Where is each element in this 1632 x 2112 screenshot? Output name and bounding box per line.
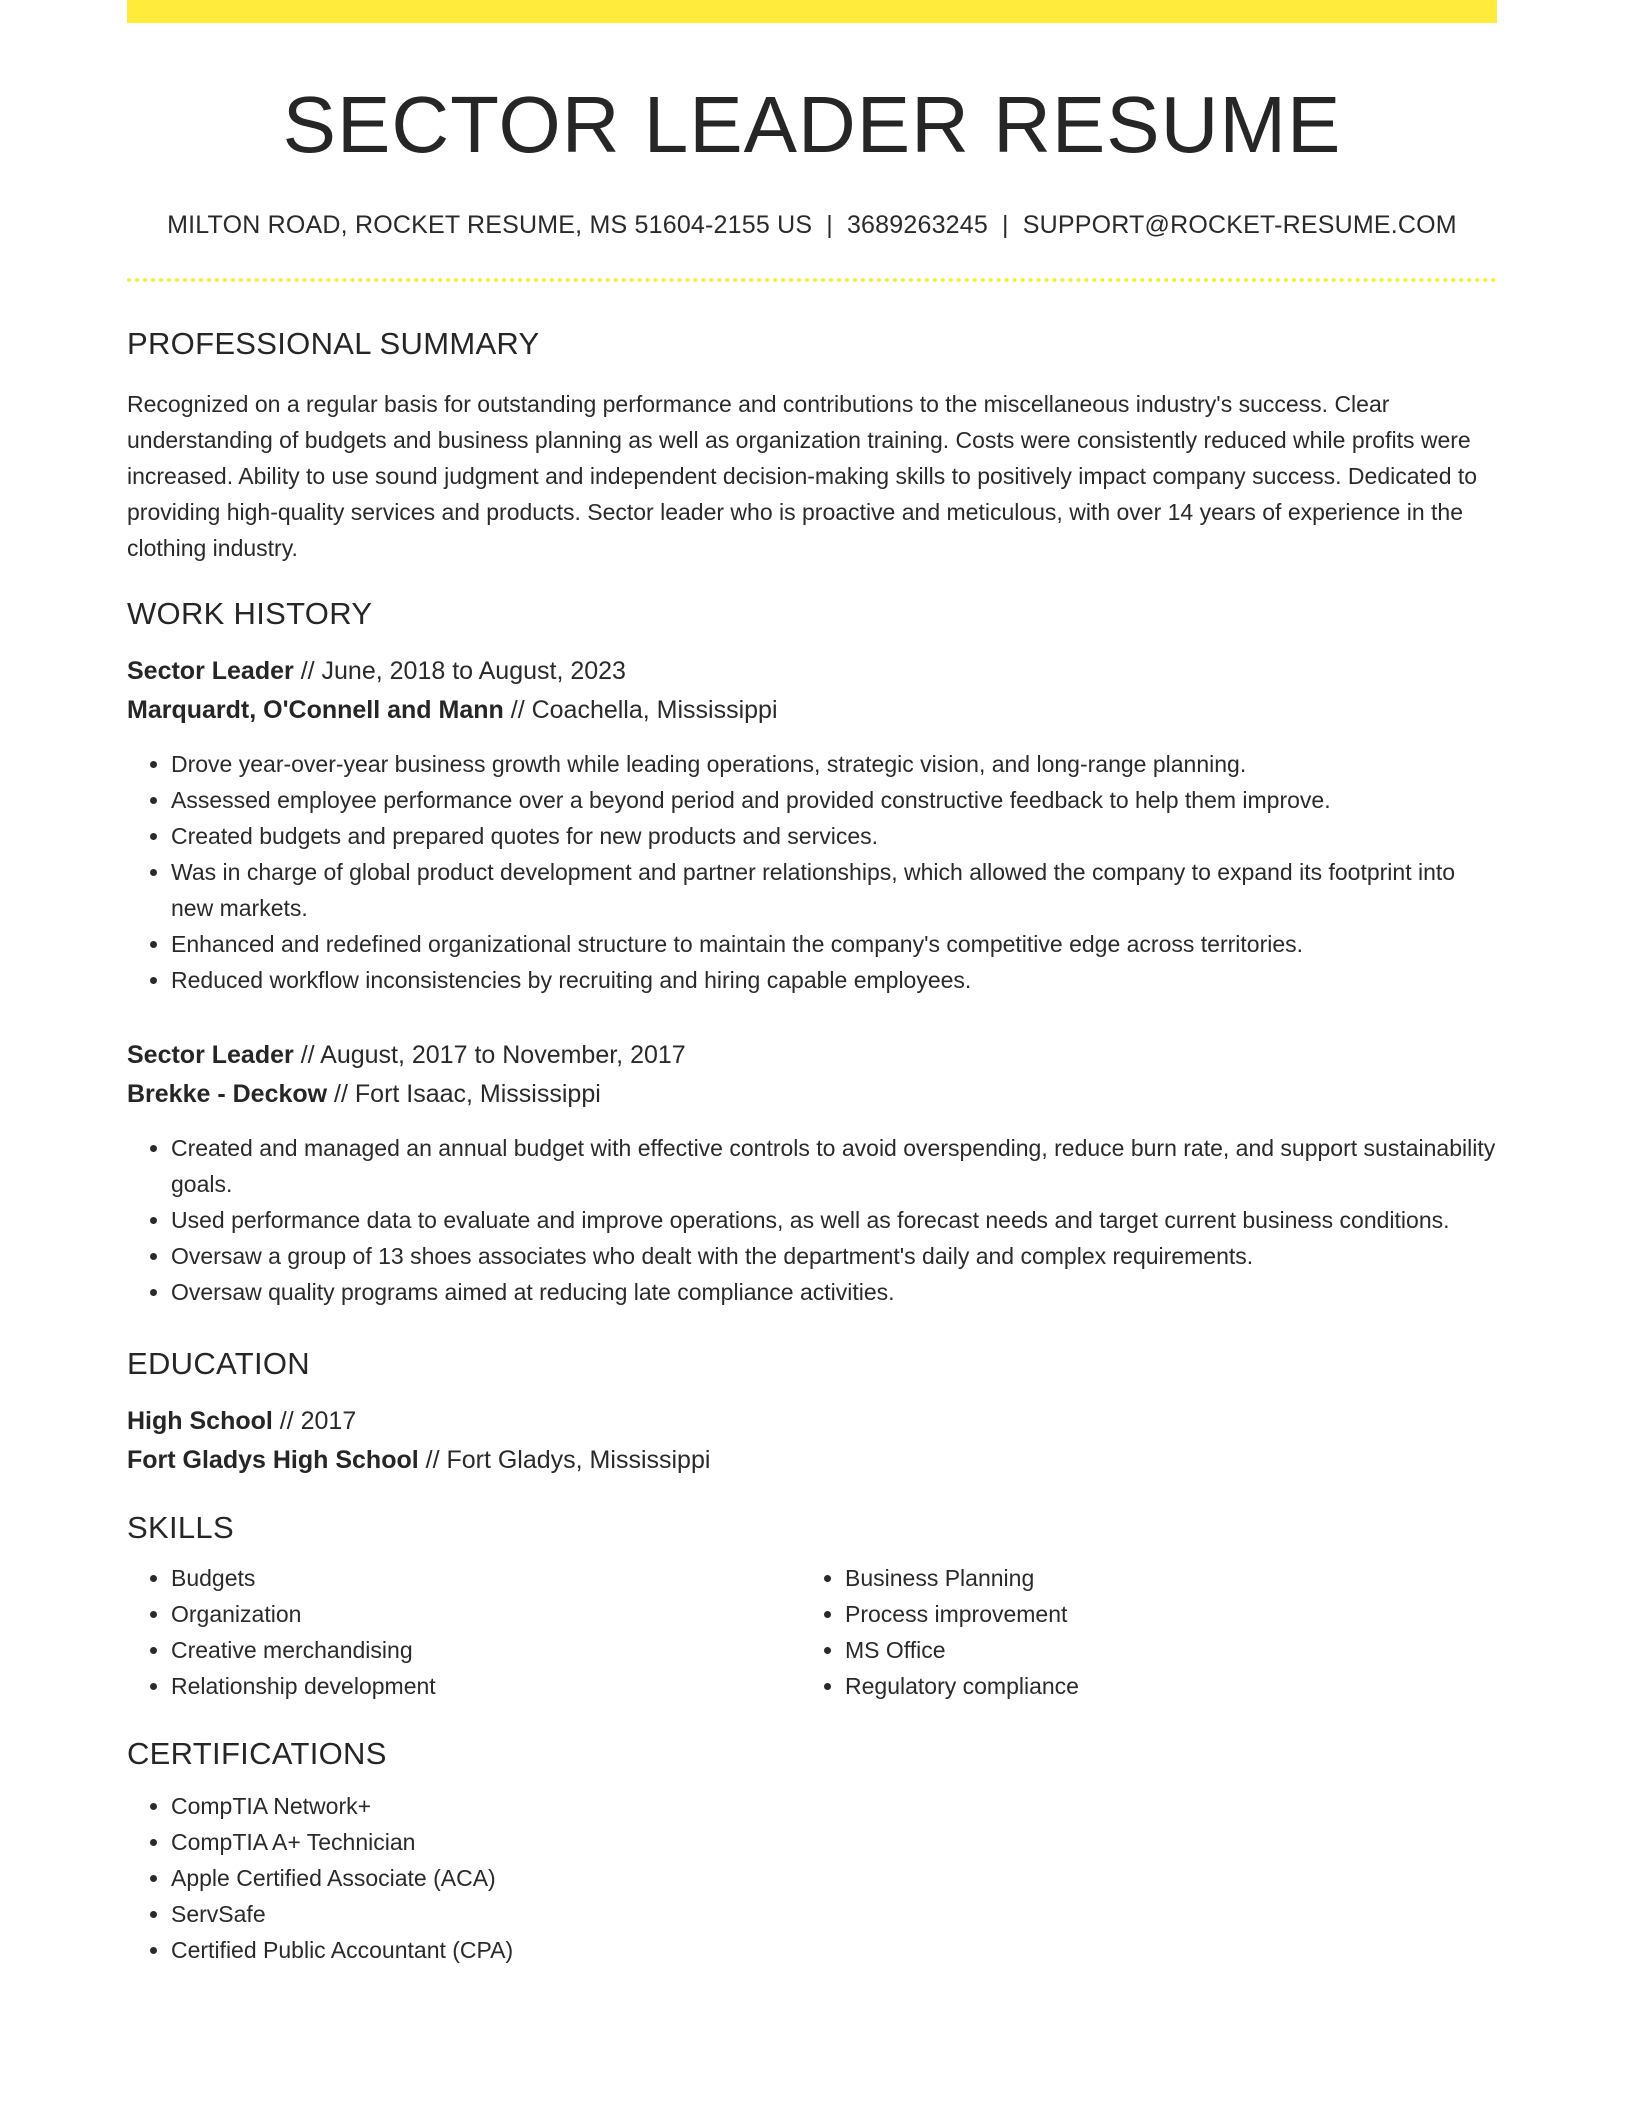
job-title-line bbox=[127, 1036, 1497, 1075]
list-item: • CompTIA A+ Technician bbox=[171, 1824, 1497, 1860]
job-location: // Fort Isaac, Mississippi bbox=[327, 1080, 601, 1108]
list-item: • Organization bbox=[171, 1596, 801, 1632]
list-item: • Relationship development bbox=[171, 1668, 801, 1704]
job-company-line bbox=[127, 1075, 1497, 1114]
job-company: Marquardt, O'Connell and Mann bbox=[127, 696, 504, 724]
contact-email: SUPPORT@ROCKET-RESUME.COM bbox=[1022, 211, 1457, 239]
list-item: • Process improvement bbox=[845, 1596, 1475, 1632]
work-history-heading: WORK HISTORY bbox=[127, 596, 373, 631]
contact-phone: 3689263245 bbox=[846, 211, 988, 239]
contact-address: MILTON ROAD, ROCKET RESUME, MS 51604-2155 US bbox=[167, 211, 813, 239]
education-degree: High School bbox=[127, 1407, 273, 1435]
list-item: • Assessed employee performance over a beyond period and provided constructive feedback to help them improve. bbox=[171, 782, 1497, 818]
list-item: • Oversaw a group of 13 shoes associates who dealt with the department's daily and complex requirements. bbox=[171, 1238, 1497, 1274]
education-location: // Fort Gladys, Mississippi bbox=[418, 1446, 711, 1474]
job-company: Brekke - Deckow bbox=[127, 1080, 328, 1108]
skills-right-list bbox=[801, 1560, 1475, 1704]
list-item: • Regulatory compliance bbox=[845, 1668, 1475, 1704]
list-item: • Creative merchandising bbox=[171, 1632, 801, 1668]
job-entry bbox=[127, 652, 1497, 998]
summary-heading: PROFESSIONAL SUMMARY bbox=[127, 326, 540, 361]
list-item: • Budgets bbox=[171, 1560, 801, 1596]
list-item: • Business Planning bbox=[845, 1560, 1475, 1596]
education-degree-line bbox=[127, 1402, 1497, 1441]
education-year: // 2017 bbox=[272, 1407, 357, 1435]
education-school-line bbox=[127, 1441, 1497, 1480]
skills-heading: SKILLS bbox=[127, 1510, 234, 1545]
summary-text: Recognized on a regular basis for outstanding performance and contributions to the miscellaneous industry's success. Clear understanding of budgets and business planning as well as organization training. Costs were consistently reduced while profits were increased. Ability to use sound judgment and independent decision-making skills to positively impact company success. Dedicated to providing high-quality services and products. Sector leader who is proactive and meticulous, with over 14 years of experience in the clothing industry. bbox=[127, 391, 1478, 561]
top-accent-bar bbox=[127, 0, 1497, 23]
list-item: • Drove year-over-year business growth while leading operations, strategic vision, and long-range planning. bbox=[171, 746, 1497, 782]
education-entry bbox=[127, 1402, 1497, 1480]
job-title: Sector Leader bbox=[127, 657, 294, 685]
job-company-line bbox=[127, 691, 1497, 730]
job-bullets bbox=[127, 1130, 1497, 1310]
education-school: Fort Gladys High School bbox=[127, 1446, 419, 1474]
list-item: • Certified Public Accountant (CPA) bbox=[171, 1932, 1497, 1968]
list-item: • Created and managed an annual budget with effective controls to avoid overspending, reduce burn rate, and support sustainability goals. bbox=[171, 1130, 1497, 1202]
list-item: • Created budgets and prepared quotes for new products and services. bbox=[171, 818, 1497, 854]
certifications-list bbox=[127, 1788, 1497, 1968]
resume-page bbox=[127, 0, 1497, 1968]
list-item: • MS Office bbox=[845, 1632, 1475, 1668]
contact-line bbox=[127, 211, 1497, 240]
list-item: • ServSafe bbox=[171, 1896, 1497, 1932]
list-item: • Oversaw quality programs aimed at reducing late compliance activities. bbox=[171, 1274, 1497, 1310]
skills-left-list bbox=[127, 1560, 801, 1704]
list-item: • CompTIA Network+ bbox=[171, 1788, 1497, 1824]
list-item: • Reduced workflow inconsistencies by recruiting and hiring capable employees. bbox=[171, 962, 1497, 998]
list-item: • Enhanced and redefined organizational structure to maintain the company's competitive edge across territories. bbox=[171, 926, 1497, 962]
job-bullets bbox=[127, 746, 1497, 998]
dotted-divider bbox=[127, 278, 1497, 282]
job-entry bbox=[127, 1036, 1497, 1310]
job-location: // Coachella, Mississippi bbox=[503, 696, 778, 724]
skills-columns bbox=[127, 1560, 1497, 1704]
list-item: • Apple Certified Associate (ACA) bbox=[171, 1860, 1497, 1896]
contact-separator: | bbox=[1002, 211, 1009, 239]
list-item: • Used performance data to evaluate and improve operations, as well as forecast needs and target current business conditions. bbox=[171, 1202, 1497, 1238]
list-item: • Was in charge of global product development and partner relationships, which allowed the company to expand its footprint into new markets. bbox=[171, 854, 1497, 926]
job-dates: // August, 2017 to November, 2017 bbox=[293, 1041, 686, 1069]
job-title: Sector Leader bbox=[127, 1041, 294, 1069]
certifications-heading: CERTIFICATIONS bbox=[127, 1736, 387, 1771]
job-title-line bbox=[127, 652, 1497, 691]
contact-separator: | bbox=[826, 211, 833, 239]
education-heading: EDUCATION bbox=[127, 1346, 310, 1381]
page-title: SECTOR LEADER RESUME bbox=[282, 80, 1342, 169]
job-dates: // June, 2018 to August, 2023 bbox=[293, 657, 626, 685]
